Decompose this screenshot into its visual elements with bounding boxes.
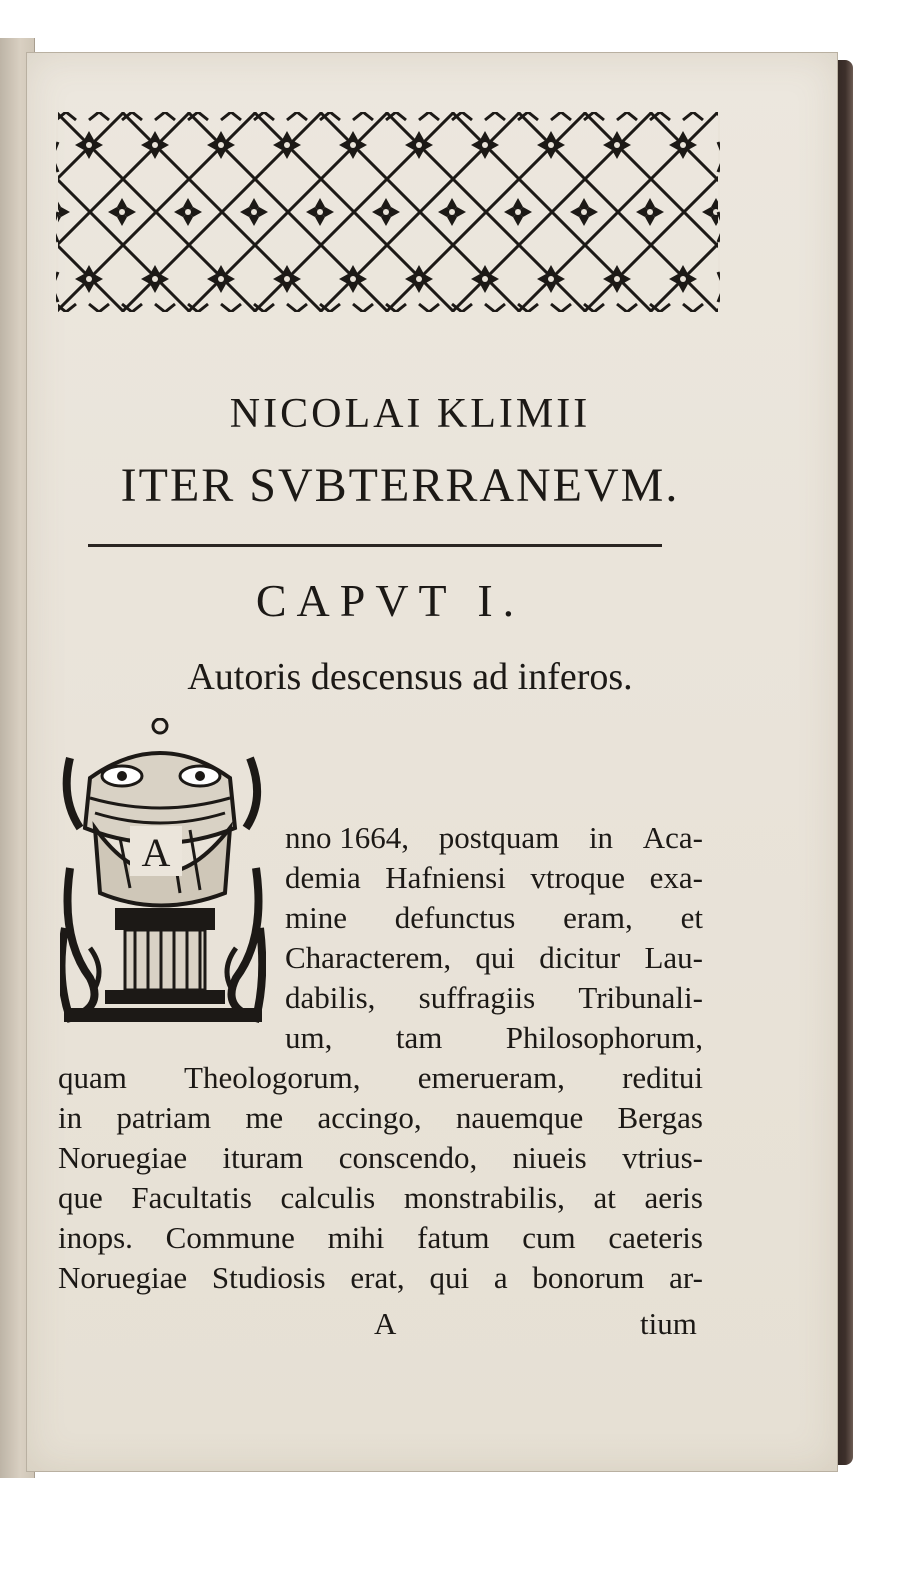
text-line xyxy=(285,1018,703,1058)
word: fatum xyxy=(417,1220,490,1255)
word: nno 1664, xyxy=(285,820,409,855)
word: mihi xyxy=(327,1220,385,1255)
word: Theologorum, xyxy=(184,1060,361,1095)
text-line xyxy=(58,1058,703,1098)
word: ituram xyxy=(222,1140,304,1175)
word: qui xyxy=(429,1260,470,1295)
chapter-subtitle: Autoris descensus ad inferos. xyxy=(187,656,633,698)
word: postquam xyxy=(438,820,560,855)
word: in xyxy=(58,1100,83,1135)
word: bonorum xyxy=(532,1260,645,1295)
text-line xyxy=(285,898,703,938)
word: Characterem, xyxy=(285,940,452,975)
text-line xyxy=(58,1178,703,1218)
word: nauemque xyxy=(455,1100,584,1135)
initial-letter: A xyxy=(141,830,171,875)
title-line-2: ITER SVBTERRANEVM. xyxy=(120,459,680,512)
word: Noruegiae xyxy=(58,1260,188,1295)
word: Aca- xyxy=(642,820,703,855)
word: vtroque xyxy=(530,860,626,895)
word: um, xyxy=(285,1020,333,1055)
title-line-1: NICOLAI KLIMII xyxy=(229,391,591,437)
word: et xyxy=(680,900,703,935)
ornamental-headpiece xyxy=(56,112,720,312)
word: Commune xyxy=(165,1220,295,1255)
word: inops. xyxy=(58,1220,133,1255)
word: accingo, xyxy=(317,1100,422,1135)
signature-mark: A xyxy=(374,1306,397,1341)
word: caeteris xyxy=(608,1220,703,1255)
word: defunctus xyxy=(394,900,516,935)
title-rule xyxy=(88,544,662,547)
word: Philosophorum, xyxy=(505,1020,703,1055)
chapter-heading: CAPVT I. xyxy=(255,575,525,626)
word: reditui xyxy=(622,1060,703,1095)
catchword: tium xyxy=(640,1306,697,1341)
word: Lau- xyxy=(644,940,703,975)
word: calculis xyxy=(280,1180,376,1215)
word: tam xyxy=(395,1020,443,1055)
word: at xyxy=(593,1180,616,1215)
word: Noruegiae xyxy=(58,1140,188,1175)
word: vtrius- xyxy=(622,1140,703,1175)
word: niueis xyxy=(512,1140,587,1175)
word: dabilis, xyxy=(285,980,376,1015)
word: cum xyxy=(522,1220,576,1255)
word: Bergas xyxy=(617,1100,703,1135)
word: monstrabilis, xyxy=(403,1180,565,1215)
word: emerueram, xyxy=(417,1060,565,1095)
woodcut-initial xyxy=(60,718,266,1028)
word: qui xyxy=(475,940,515,975)
word: in xyxy=(588,820,614,855)
word: Hafniensi xyxy=(385,860,506,895)
text-line xyxy=(58,1098,703,1138)
word: dicitur xyxy=(539,940,621,975)
word: aeris xyxy=(644,1180,703,1215)
word: conscendo, xyxy=(338,1140,478,1175)
word: quam xyxy=(58,1060,127,1095)
text-line xyxy=(58,1218,703,1258)
word: ar- xyxy=(669,1260,703,1295)
word: suffragiis xyxy=(418,980,536,1015)
text-line xyxy=(285,818,703,858)
word: a xyxy=(493,1260,508,1295)
word: exa- xyxy=(649,860,703,895)
word: eram, xyxy=(563,900,633,935)
text-line xyxy=(58,1258,703,1298)
word: Tribunali- xyxy=(578,980,703,1015)
text-line xyxy=(285,938,703,978)
text-line xyxy=(285,978,703,1018)
word: me xyxy=(245,1100,284,1135)
word: Facultatis xyxy=(131,1180,252,1215)
word: que xyxy=(58,1180,103,1215)
word: erat, xyxy=(350,1260,405,1295)
word: mine xyxy=(285,900,347,935)
word: Studiosis xyxy=(211,1260,326,1295)
text-line xyxy=(58,1138,703,1178)
text-line xyxy=(285,858,703,898)
word: demia xyxy=(285,860,361,895)
word: patriam xyxy=(116,1100,212,1135)
